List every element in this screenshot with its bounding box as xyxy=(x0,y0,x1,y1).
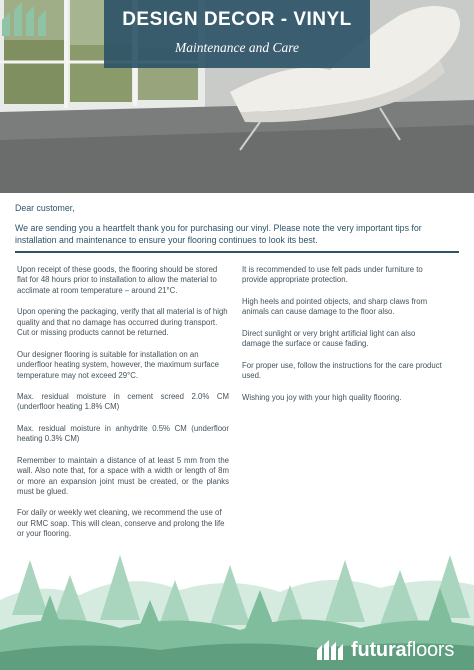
left-column xyxy=(17,265,229,551)
paragraph: For proper use, follow the instructions for the care product used. xyxy=(242,360,442,381)
right-column xyxy=(242,265,442,414)
greeting: Dear customer, xyxy=(15,203,75,213)
paragraph: High heels and pointed objects, and sharp claws from animals can cause damage to the floor also. xyxy=(242,296,428,317)
page-title: DESIGN DECOR - VINYL xyxy=(122,9,352,30)
paragraph: Upon opening the packaging, verify that all material is of high quality and that no damage has occurred during transport. Cut or missing products cannot be returned. xyxy=(17,307,228,338)
intro-section xyxy=(15,203,460,255)
divider xyxy=(15,251,459,253)
brand-logo xyxy=(316,638,454,662)
title-banner xyxy=(104,0,370,68)
paragraph: It is recommended to use felt pads under furniture to provide appropriate protection. xyxy=(242,265,423,285)
hero-image xyxy=(0,0,474,193)
paragraph: Upon receipt of these goods, the flooring should be stored flat for 48 hours prior to installation to allow the material to acclimate at room temperature – around 21°C. xyxy=(17,265,218,295)
page-subtitle: Maintenance and Care xyxy=(175,40,299,55)
paragraph: Remember to maintain a distance of at least 5 mm from the wall. Also note that, for a space with a width or length of 8m or more an expansion joint must be created, or the planks must be glued. xyxy=(17,455,229,496)
paragraph: Max. residual moisture in anhydrite 0.5% CM (underfloor heating 0.3% CM) xyxy=(17,423,229,444)
paragraph: Our designer flooring is suitable for installation on an underfloor heating system, however, the maximum surface temperature may not exceed 29°C. xyxy=(17,349,219,380)
paragraph: Wishing you joy with your high quality flooring. xyxy=(242,392,402,402)
paragraph: Max. residual moisture in cement screed 2.0% CM (underfloor heating 1.8% CM) xyxy=(17,391,229,412)
brand-name-bold: futura xyxy=(351,638,407,661)
intro-message: We are sending you a heartfelt thank you for purchasing our vinyl. Please note the very important tips for installation and maintenance to ensure your flooring continues to look its best. xyxy=(15,223,422,245)
logo-icon xyxy=(0,0,52,38)
brand-name-light: floors xyxy=(406,638,455,661)
futura-mark-icon xyxy=(316,639,346,661)
paragraph: Direct sunlight or very bright artificial light can also damage the surface or cause fading. xyxy=(242,328,416,349)
brand-name xyxy=(351,639,454,662)
paragraph: For daily or weekly wet cleaning, we recommend the use of our RMC soap. This will clean, conserve and prolong the life or your flooring. xyxy=(17,508,225,539)
